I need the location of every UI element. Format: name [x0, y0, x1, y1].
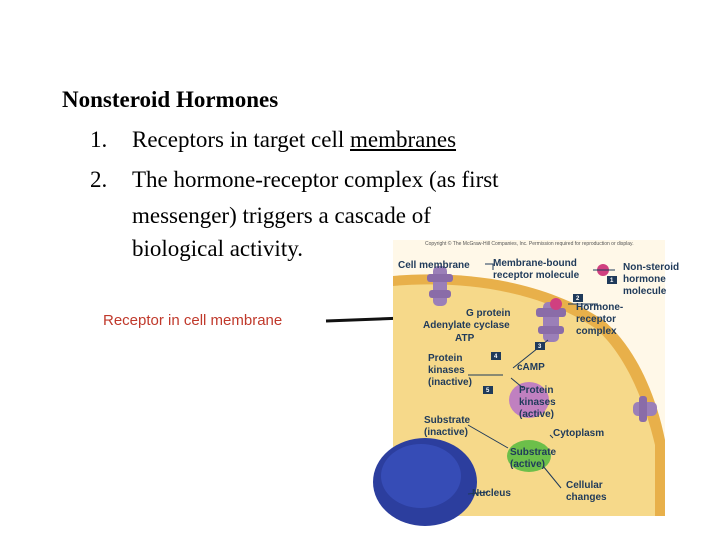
step-number: 2: [576, 296, 580, 302]
label-nucleus: Nucleus: [472, 488, 511, 499]
label-nonsteroid-hormone: molecule: [623, 286, 667, 297]
label-substrate-active: Substrate: [510, 447, 557, 458]
label-nonsteroid-hormone: hormone: [623, 274, 666, 285]
copyright-credit: Copyright © The McGraw-Hill Companies, Inc. Permission required for reproduction or display.: [425, 241, 634, 247]
label-cytoplasm: Cytoplasm: [553, 428, 605, 439]
label-hormone-receptor-complex: complex: [576, 326, 617, 337]
list-text-line: biological activity.: [132, 236, 303, 261]
list-number: 1.: [90, 127, 108, 152]
step-number: 1: [610, 278, 614, 284]
slide-heading: Nonsteroid Hormones: [62, 87, 279, 112]
list-number: 2.: [90, 167, 108, 192]
label-membrane-receptor: receptor molecule: [493, 270, 580, 281]
label-protein-kinases-inactive: (inactive): [428, 377, 472, 388]
label-hormone-receptor-complex: Hormone-: [576, 302, 624, 313]
label-cellular-changes: Cellular: [566, 480, 603, 491]
list-text-line: The hormone-receptor complex (as first: [132, 167, 499, 192]
label-camp: cAMP: [517, 362, 545, 373]
label-protein-kinases-active: Protein: [519, 385, 554, 396]
label-substrate-active: (active): [510, 459, 546, 470]
step-number: 3: [538, 344, 542, 350]
label-protein-kinases-active: kinases: [519, 397, 556, 408]
hormone-signaling-diagram: [393, 240, 680, 516]
label-atp: ATP: [455, 333, 475, 344]
label-membrane-receptor: Membrane-bound: [493, 258, 577, 269]
label-nonsteroid-hormone: Non-steroid: [623, 262, 680, 273]
receptor-callout-label: Receptor in cell membrane: [103, 312, 283, 329]
label-protein-kinases-active: (active): [519, 409, 555, 420]
label-adenylate-cyclase: Adenylate cyclase: [423, 320, 510, 331]
nucleus-inner: [381, 444, 461, 508]
list-text-line: messenger) triggers a cascade of: [132, 203, 431, 228]
list-text-part: Receptors in target cell: [132, 127, 350, 152]
label-substrate-inactive: Substrate: [424, 415, 471, 426]
label-substrate-inactive: (inactive): [424, 427, 468, 438]
step-number: 4: [494, 354, 498, 360]
list-text-underlined: membranes: [350, 127, 457, 152]
label-g-protein: G protein: [466, 308, 511, 319]
label-cellular-changes: changes: [566, 492, 607, 503]
label-protein-kinases-inactive: Protein: [428, 353, 463, 364]
step-number: 5: [486, 388, 490, 394]
label-protein-kinases-inactive: kinases: [428, 365, 465, 376]
label-hormone-receptor-complex: receptor: [576, 314, 617, 325]
label-cell-membrane: Cell membrane: [398, 260, 470, 271]
